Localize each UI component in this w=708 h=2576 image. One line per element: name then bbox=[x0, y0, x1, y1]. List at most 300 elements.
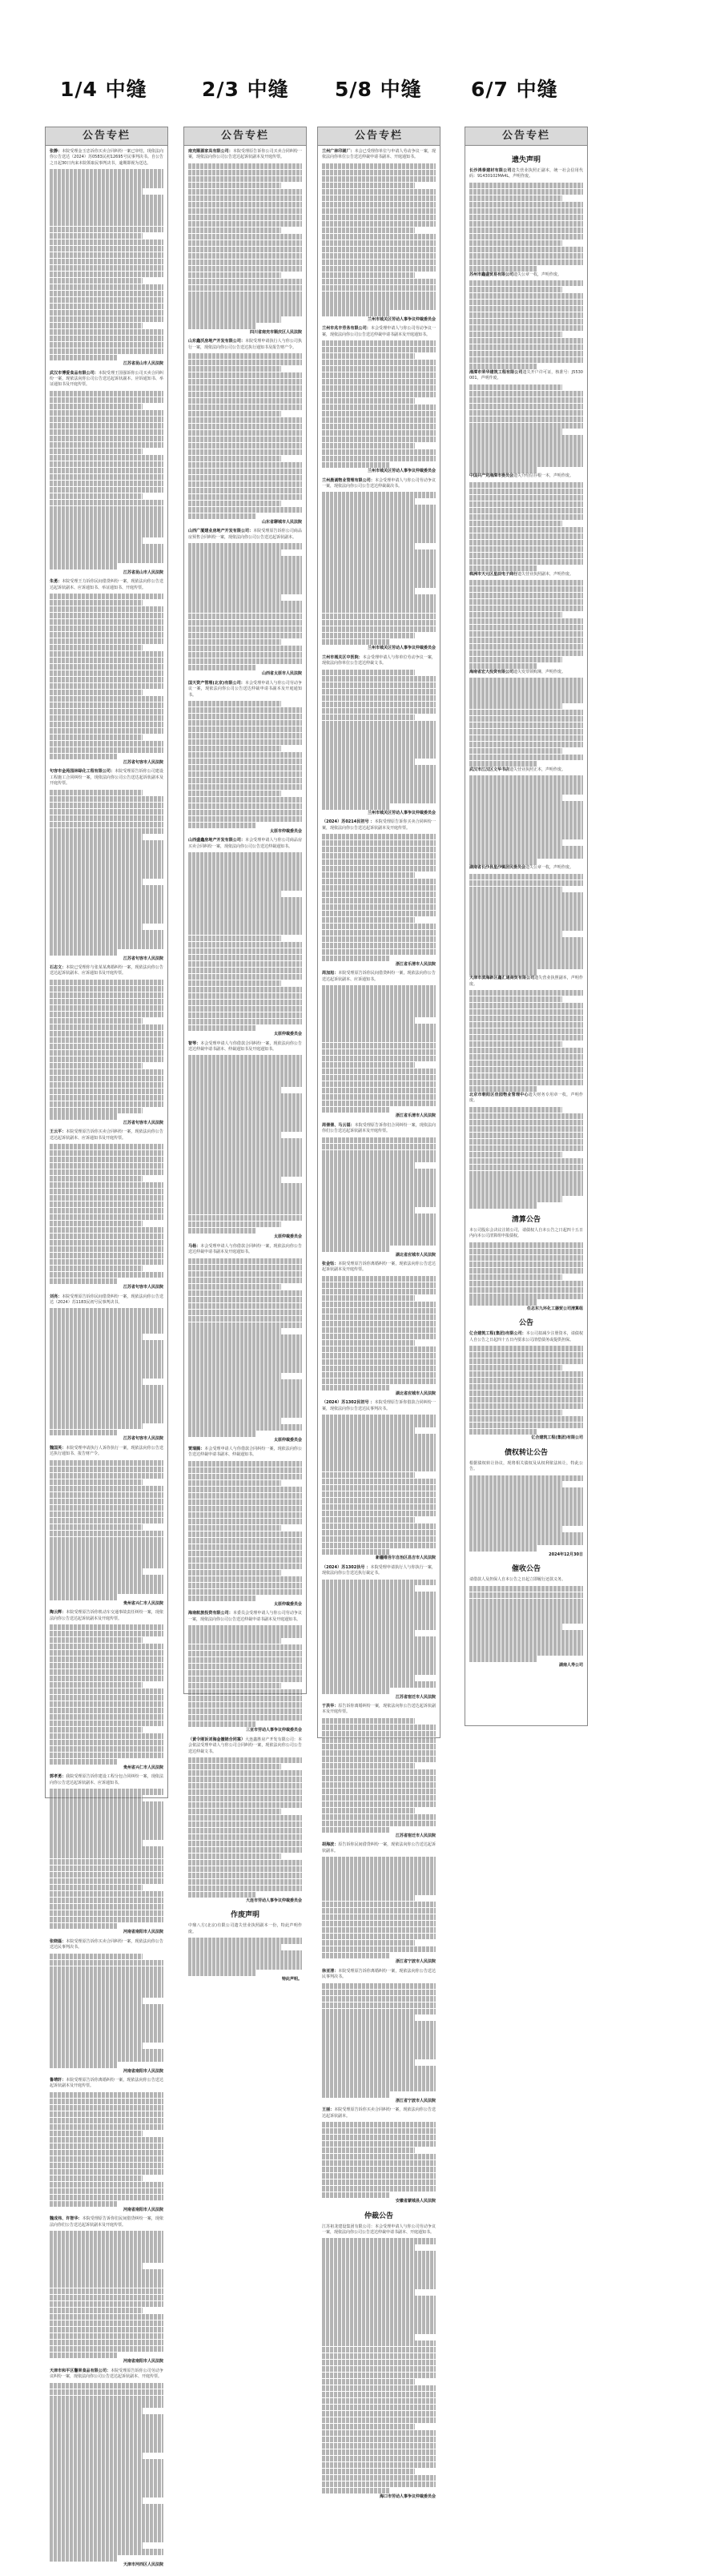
text-line bbox=[188, 1061, 302, 1067]
text-line bbox=[188, 437, 302, 442]
text-line bbox=[469, 1287, 583, 1293]
text-line bbox=[469, 1120, 583, 1125]
text-line bbox=[50, 2320, 163, 2326]
notice-body: 本院受理金玉忠诉你买卖合同纠纷一案已审结，现依法向你公告送达（2024）苏0583民初12695号民事判决书。自公告之日起30日内来本院领取民事判决书，逾期即视为送达。 bbox=[50, 149, 163, 166]
text-line bbox=[188, 227, 281, 233]
text-line bbox=[322, 904, 436, 910]
text-line bbox=[50, 2389, 163, 2395]
text-line bbox=[50, 2124, 163, 2130]
notice-signoff: 天津市河西区人民法院 bbox=[123, 2562, 163, 2567]
text-line bbox=[188, 852, 302, 858]
text-line bbox=[188, 1809, 281, 1814]
text-line bbox=[50, 1108, 143, 1113]
closing-paragraph: 中鼎八方(北京)有限公司遗失营业执照副本一份，特此声明作废。 bbox=[188, 1923, 302, 1934]
text-line bbox=[188, 1789, 302, 1795]
text-line bbox=[322, 1763, 415, 1769]
text-line bbox=[469, 397, 583, 403]
notice-body: 本委员会受理申请人与你公司劳动争议一案，现依法向你公司公告送达仲裁申请书副本及开庭通知书。 bbox=[188, 1611, 302, 1622]
text-line bbox=[188, 481, 302, 487]
notice-signoff: 江苏省句容市人民法院 bbox=[123, 759, 163, 765]
text-line bbox=[469, 839, 562, 845]
text-line bbox=[469, 1086, 537, 1092]
text-line bbox=[50, 1024, 163, 1030]
text-line bbox=[322, 1036, 436, 1042]
text-line bbox=[50, 2099, 163, 2104]
text-line bbox=[188, 575, 302, 581]
text-line bbox=[322, 1276, 436, 1282]
text-line bbox=[469, 559, 583, 565]
text-line bbox=[469, 1152, 562, 1157]
text-line bbox=[322, 2296, 436, 2301]
notice-signoff: 亿合建筑工程(集团)有限公司 bbox=[531, 1435, 583, 1441]
text-line bbox=[188, 1316, 302, 1322]
text-line bbox=[188, 1670, 302, 1676]
text-line bbox=[188, 1879, 302, 1885]
text-line bbox=[50, 239, 163, 245]
text-line bbox=[50, 2498, 143, 2503]
text-line bbox=[322, 1415, 436, 1420]
text-line bbox=[50, 2030, 163, 2035]
notice-signoff: 河南省南阳市人民法院 bbox=[123, 2208, 163, 2212]
text-line bbox=[322, 1220, 436, 1226]
text-line bbox=[50, 690, 143, 695]
text-line bbox=[469, 1067, 583, 1073]
text-line bbox=[188, 1644, 302, 1650]
text-line bbox=[322, 1636, 436, 1642]
notice-paragraph bbox=[188, 529, 302, 541]
notice-paragraph bbox=[469, 1228, 583, 1240]
text-line bbox=[469, 1158, 583, 1164]
text-line bbox=[50, 2276, 163, 2281]
text-line bbox=[322, 892, 436, 897]
notice-addressee: 刘亮： bbox=[50, 1294, 62, 1299]
text-line bbox=[322, 183, 415, 188]
text-line bbox=[322, 1649, 436, 1655]
text-line bbox=[322, 1688, 390, 1693]
text-line bbox=[188, 1334, 302, 1340]
notice-paragraph bbox=[322, 1262, 436, 1274]
text-line bbox=[469, 820, 583, 826]
text-line bbox=[188, 1068, 302, 1073]
text-line bbox=[188, 1651, 302, 1656]
text-line bbox=[322, 1379, 436, 1384]
text-line bbox=[469, 208, 583, 214]
text-line bbox=[322, 633, 415, 638]
notice-paragraph bbox=[50, 1294, 163, 1306]
text-line bbox=[50, 606, 163, 612]
text-line bbox=[469, 1041, 562, 1047]
text-line bbox=[50, 992, 163, 998]
text-line bbox=[50, 735, 143, 740]
text-line bbox=[188, 1589, 302, 1595]
text-line bbox=[322, 620, 436, 626]
text-line bbox=[50, 728, 163, 734]
text-line bbox=[188, 961, 302, 967]
text-line bbox=[50, 342, 163, 348]
text-line bbox=[322, 2027, 436, 2033]
text-line bbox=[50, 481, 163, 486]
text-line bbox=[322, 911, 436, 916]
text-line bbox=[469, 325, 583, 331]
text-line bbox=[50, 1853, 163, 1858]
notice-paragraph bbox=[188, 149, 302, 161]
text-line bbox=[188, 1480, 281, 1486]
text-line bbox=[322, 721, 436, 727]
notice-addressee: 陶云辉： bbox=[50, 1610, 66, 1616]
text-line bbox=[469, 1126, 583, 1132]
text-line bbox=[469, 247, 583, 252]
text-line bbox=[188, 1278, 302, 1283]
text-line bbox=[322, 537, 436, 542]
text-line bbox=[188, 746, 281, 751]
text-line bbox=[469, 319, 583, 324]
notice-addressee: （2024）苏0214民初号 ： bbox=[322, 819, 375, 825]
text-line bbox=[322, 614, 436, 619]
notice-signoff: 河南省南阳市人民法院 bbox=[123, 2359, 163, 2365]
notice-paragraph bbox=[469, 1461, 583, 1473]
text-line bbox=[322, 353, 415, 359]
text-line bbox=[188, 1196, 302, 1201]
notice-paragraph bbox=[188, 1611, 302, 1623]
text-line bbox=[188, 1676, 302, 1682]
text-line bbox=[50, 2446, 163, 2452]
text-line bbox=[469, 508, 583, 513]
text-line bbox=[50, 600, 143, 606]
text-line bbox=[50, 2004, 163, 2010]
text-line bbox=[322, 2289, 415, 2295]
text-line bbox=[322, 1453, 436, 1459]
text-line bbox=[188, 1055, 302, 1061]
notice-body: 本院受理原告诉你买卖合同纠纷一案，现依法向你公告送达起诉状副本。 bbox=[322, 2107, 436, 2119]
text-line bbox=[469, 1416, 583, 1422]
text-line bbox=[188, 1177, 281, 1182]
text-line bbox=[50, 2055, 163, 2061]
text-line bbox=[50, 1701, 163, 1707]
notice-signoff: 浙江省宁波市人民法院 bbox=[395, 1959, 436, 1965]
text-line bbox=[50, 2478, 163, 2484]
text-line bbox=[469, 417, 583, 422]
text-line bbox=[50, 2549, 163, 2554]
text-line bbox=[322, 176, 436, 182]
text-line bbox=[188, 784, 302, 790]
text-line bbox=[322, 1675, 415, 1680]
notice-addressee: 兰州晨诚物业管理有限公司： bbox=[322, 477, 375, 483]
text-line bbox=[322, 1801, 436, 1807]
text-line bbox=[322, 2085, 436, 2091]
text-line bbox=[469, 1009, 583, 1015]
text-line bbox=[322, 866, 436, 871]
text-line bbox=[469, 540, 583, 545]
text-line bbox=[322, 1289, 436, 1294]
text-line bbox=[188, 183, 281, 188]
text-line bbox=[469, 1358, 583, 1364]
notice-paragraph bbox=[322, 1969, 436, 1981]
text-line bbox=[50, 1998, 143, 2003]
text-line bbox=[322, 1983, 436, 1989]
text-line bbox=[50, 1978, 163, 1984]
notice-paragraph bbox=[188, 838, 302, 850]
text-line bbox=[50, 949, 118, 955]
notice-body: 遗失介绍信存根一本，声明作废。 bbox=[513, 473, 574, 479]
text-line bbox=[188, 1551, 302, 1556]
text-line bbox=[322, 1094, 436, 1100]
text-line bbox=[188, 1950, 302, 1956]
text-line bbox=[469, 1054, 583, 1060]
notice-paragraph bbox=[469, 767, 583, 773]
text-line bbox=[469, 1274, 562, 1280]
text-line bbox=[322, 714, 415, 720]
text-line bbox=[322, 2347, 436, 2353]
notice-signoff: 太原仲裁委员会 bbox=[273, 1437, 302, 1443]
text-line bbox=[188, 176, 302, 182]
notice-body: 本院受理原告诉你们民间借贷纠纷一案，现依法向你们公告送达起诉状副本及开庭传票。 bbox=[50, 2216, 163, 2228]
text-line bbox=[322, 247, 436, 252]
notice-signoff: 三亚市劳动人事争议仲裁委员会 bbox=[245, 1728, 302, 1733]
text-line bbox=[188, 398, 302, 404]
text-line bbox=[322, 1604, 436, 1610]
text-line bbox=[188, 543, 302, 549]
text-line bbox=[188, 424, 302, 429]
text-line bbox=[469, 1073, 583, 1079]
text-line bbox=[188, 1119, 302, 1125]
text-line bbox=[469, 566, 537, 571]
text-line bbox=[322, 2283, 436, 2288]
text-line bbox=[50, 291, 163, 296]
text-line bbox=[188, 323, 256, 328]
text-line bbox=[50, 2111, 163, 2117]
text-line bbox=[188, 1638, 281, 1644]
text-line bbox=[188, 923, 302, 928]
notice-paragraph bbox=[50, 2216, 163, 2228]
text-line bbox=[50, 1575, 163, 1580]
text-line bbox=[322, 2072, 436, 2078]
text-line bbox=[469, 441, 583, 447]
text-line bbox=[188, 1431, 256, 1436]
text-line bbox=[50, 658, 163, 663]
text-line bbox=[50, 2353, 118, 2358]
text-line bbox=[469, 461, 583, 466]
notice-paragraph bbox=[469, 1577, 583, 1583]
text-line bbox=[469, 514, 583, 520]
text-line bbox=[322, 424, 436, 429]
text-line bbox=[50, 2327, 163, 2332]
text-line bbox=[322, 2021, 436, 2027]
text-line bbox=[322, 1821, 436, 1826]
text-line bbox=[469, 1113, 583, 1119]
notice-addressee: 湖南省长沙县星沙镇居民委员会 bbox=[469, 865, 526, 871]
text-line bbox=[322, 1902, 436, 1907]
text-line bbox=[50, 1253, 163, 1258]
text-line bbox=[188, 588, 302, 594]
text-line bbox=[50, 999, 163, 1004]
text-line bbox=[50, 1486, 163, 1491]
text-line bbox=[188, 1854, 281, 1859]
text-line bbox=[322, 1996, 436, 2002]
text-line bbox=[188, 639, 281, 645]
text-line bbox=[469, 950, 583, 956]
notice-signoff: 山东省聊城市人民法院 bbox=[261, 520, 302, 525]
notice-body: 本会受理申请人与你公司劳动争议一案，现依法向你公司公告送达仲裁申请书副本及开庭通知书。 bbox=[322, 326, 436, 337]
text-line bbox=[322, 1990, 436, 1995]
notice-signoff: 兰州市城关区劳动人事争议仲裁委员会 bbox=[367, 316, 436, 322]
text-line bbox=[322, 530, 436, 536]
text-line bbox=[50, 943, 163, 948]
text-line bbox=[469, 761, 537, 767]
text-line bbox=[188, 1328, 281, 1334]
text-line bbox=[50, 1898, 163, 1903]
text-line bbox=[322, 2257, 436, 2263]
text-line bbox=[322, 221, 436, 227]
text-line bbox=[188, 771, 302, 777]
text-line bbox=[322, 1321, 436, 1326]
text-line bbox=[469, 1649, 583, 1655]
notice-paragraph bbox=[50, 1939, 163, 1951]
text-line bbox=[469, 625, 583, 630]
text-line bbox=[469, 722, 583, 728]
text-line bbox=[50, 638, 163, 644]
text-line bbox=[188, 1841, 302, 1846]
notice-column-3 bbox=[317, 127, 440, 2500]
notice-paragraph bbox=[322, 655, 436, 667]
text-line bbox=[50, 182, 163, 187]
text-line bbox=[322, 2488, 390, 2493]
text-line bbox=[188, 701, 281, 706]
text-line bbox=[50, 847, 163, 852]
text-line bbox=[50, 1511, 163, 1517]
text-line bbox=[469, 969, 537, 975]
notice-body: 本会受理申请人与你公司劳动争议一案，现依法向你公司公告送达仲裁申请书副本及开庭通知书。 bbox=[188, 680, 302, 698]
fold-label-1-4: 1/4 中缝 bbox=[60, 78, 147, 101]
text-line bbox=[322, 2079, 436, 2084]
text-line bbox=[469, 1586, 583, 1592]
notice-body: 本院受理原告诉你公司建设工程施工合同纠纷一案，现依法向你公司公告送达起诉状副本及开庭传票。 bbox=[50, 769, 163, 787]
notice-paragraph bbox=[322, 2107, 436, 2119]
text-line bbox=[322, 2141, 436, 2147]
text-line bbox=[322, 930, 436, 936]
text-line bbox=[322, 1088, 436, 1093]
text-line bbox=[188, 234, 302, 239]
text-line bbox=[322, 2270, 436, 2276]
text-line bbox=[322, 2264, 436, 2269]
text-line bbox=[188, 1189, 302, 1195]
text-line bbox=[50, 1101, 163, 1107]
text-line bbox=[50, 840, 163, 846]
text-line bbox=[469, 678, 583, 683]
text-line bbox=[469, 1378, 583, 1383]
text-line bbox=[322, 492, 436, 497]
text-line bbox=[322, 1137, 436, 1143]
text-line bbox=[188, 871, 302, 877]
text-line bbox=[50, 613, 163, 618]
text-line bbox=[50, 1113, 118, 1119]
text-line bbox=[469, 1061, 583, 1066]
text-line bbox=[50, 670, 163, 676]
text-line bbox=[188, 1461, 302, 1467]
text-line bbox=[322, 872, 415, 878]
text-line bbox=[50, 1588, 163, 1593]
text-line bbox=[188, 1297, 302, 1302]
text-line bbox=[469, 612, 562, 618]
text-line bbox=[469, 650, 583, 656]
notice-heading: 清算公告 bbox=[511, 1215, 541, 1224]
notice-column-1 bbox=[45, 127, 168, 2567]
text-line bbox=[188, 1138, 302, 1144]
text-line bbox=[50, 1195, 163, 1201]
text-line bbox=[322, 549, 436, 555]
text-line bbox=[50, 2433, 163, 2439]
text-line bbox=[322, 834, 436, 839]
text-line bbox=[50, 284, 163, 290]
text-line bbox=[322, 797, 436, 803]
text-line bbox=[322, 1043, 436, 1049]
text-line bbox=[469, 467, 537, 473]
text-line bbox=[469, 195, 562, 201]
text-line bbox=[50, 2131, 143, 2136]
notice-addressee: 亿合建筑工程(集团)有限公司： bbox=[469, 1331, 526, 1337]
notice-paragraph bbox=[50, 579, 163, 591]
text-line bbox=[322, 562, 436, 568]
text-line bbox=[188, 392, 302, 397]
text-line bbox=[50, 1859, 163, 1865]
text-line bbox=[50, 272, 163, 277]
text-line bbox=[50, 1201, 163, 1207]
text-line bbox=[322, 272, 415, 278]
text-line bbox=[322, 2353, 436, 2359]
text-line bbox=[469, 1410, 562, 1415]
text-line bbox=[322, 417, 436, 423]
text-line bbox=[50, 252, 163, 258]
text-line bbox=[50, 1833, 163, 1839]
text-line bbox=[322, 689, 436, 694]
text-line bbox=[469, 384, 562, 390]
text-line bbox=[50, 1404, 163, 1410]
notice-body: 本院受理原告诉你公司劳动争议纠纷一案，现依法向你公司公告送达起诉状副本、开庭传票。 bbox=[50, 2368, 163, 2380]
text-line bbox=[50, 1753, 163, 1758]
text-line bbox=[322, 340, 436, 346]
text-line bbox=[322, 1434, 436, 1439]
text-line bbox=[50, 227, 163, 232]
text-line bbox=[50, 2510, 163, 2516]
text-line bbox=[322, 195, 436, 201]
text-line bbox=[322, 1782, 436, 1788]
text-line bbox=[188, 1392, 302, 1398]
text-line bbox=[469, 801, 583, 807]
text-line bbox=[322, 2066, 436, 2071]
text-line bbox=[50, 1543, 163, 1548]
column-header: 公告专栏 bbox=[465, 127, 587, 146]
text-line bbox=[322, 2437, 436, 2442]
text-line bbox=[50, 809, 163, 815]
text-line bbox=[322, 859, 436, 865]
text-line bbox=[50, 265, 163, 271]
text-line bbox=[50, 410, 163, 416]
text-line bbox=[50, 2105, 163, 2111]
text-line bbox=[322, 1624, 436, 1629]
text-line bbox=[50, 518, 163, 524]
text-line bbox=[322, 456, 436, 461]
text-line bbox=[322, 2321, 436, 2327]
notice-body: 本会受理申请人与你借款合同纠纷一案，现依法向你公告送达仲裁申请书副本、仲裁通知书。 bbox=[188, 1447, 302, 1458]
text-line bbox=[188, 993, 302, 999]
text-line bbox=[50, 329, 163, 335]
text-line bbox=[322, 1731, 436, 1737]
text-line bbox=[469, 553, 583, 558]
text-line bbox=[188, 791, 281, 796]
text-line bbox=[322, 2398, 436, 2404]
text-line bbox=[50, 892, 163, 897]
text-line bbox=[469, 521, 562, 526]
text-line bbox=[322, 1440, 436, 1446]
